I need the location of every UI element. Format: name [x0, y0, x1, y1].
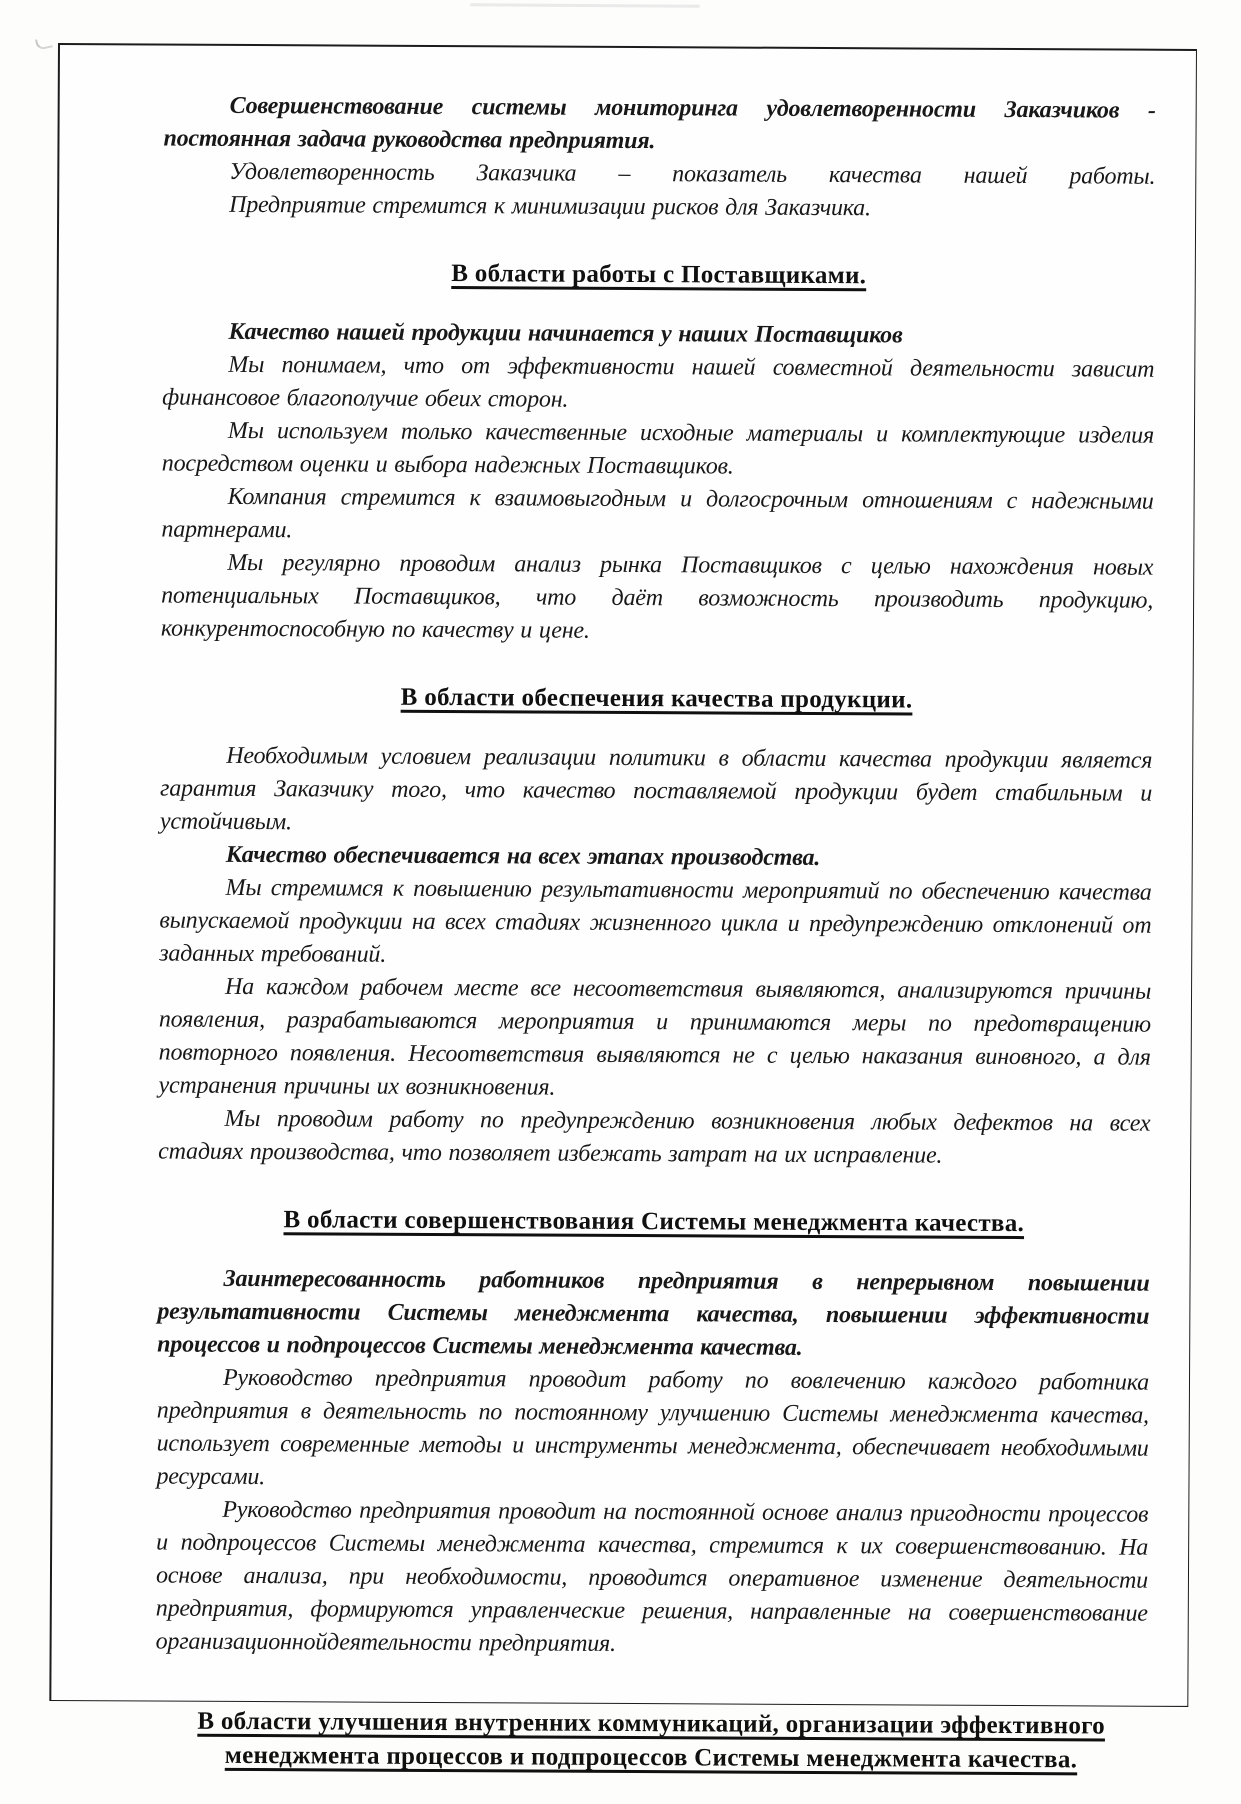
section-heading: В области совершенствования Системы менеджмента качества. [283, 1206, 1025, 1238]
body-paragraph: Руководство предприятия проводит на постоянной основе анализ пригодности процессов и подпроцессов Системы менеджмента качества, стремится к их совершенствованию. На основе анализа, при необходимости, проводится оперативное изменение деятельности предприятия, формируются управленческие решения, направленные на совершенствование организационнойдеятельности предприятия. [155, 1496, 1149, 1657]
body-paragraph: Мы понимаем, что от эффективности нашей совместной деятельности зависит финансовое благополучие обеих сторон. [162, 351, 1155, 413]
body-paragraph: Предприятие стремится к минимизации рисков для Заказчика. [229, 191, 871, 222]
body-paragraph: Качество обеспечивается на всех этапах производства. [225, 841, 821, 872]
document-body [155, 90, 1156, 1804]
body-paragraph: Заинтересованность работников предприятия в непрерывном повышении результативности Системы менеджмента качества, повышении эффективности процессов и подпроцессов Системы менеджмента качества. [157, 1265, 1150, 1361]
section-heading: В области улучшения внутренних коммуникаций, организации эффективного менеджмента процессов и подпроцессов Системы менеджмента качества. [197, 1707, 1106, 1774]
body-paragraph: Мы стремимся к повышению результативности мероприятий по обеспечению качества выпускаемой продукции на всех стадиях жизненного цикла и предупреждению отклонений от заданных требований. [159, 874, 1152, 968]
body-paragraph: На каждом рабочем месте все несоответствия выявляются, анализируются причины появления, разрабатываются мероприятия и принимаются меры по предотвращению повторного появления. Несоответствия выявляются не с целью наказания виновного, а для устранения причины их возникновения. [158, 973, 1152, 1101]
body-paragraph: Мы проводим работу по предупреждению возникновения любых дефектов на всех стадиях производства, что позволяет избежать затрат на их исправление. [158, 1105, 1151, 1169]
body-paragraph: Качество нашей продукции начинается у наших Поставщиков [228, 318, 903, 349]
scan-artifact [35, 36, 53, 50]
body-paragraph: Мы используем только качественные исходные материалы и комплектующие изделия посредством оценки и выбора надежных Поставщиков. [161, 417, 1155, 480]
body-paragraph: Удовлетворенность Заказчика – показатель качества нашей работы. [229, 158, 1156, 190]
page-frame [49, 43, 1197, 1774]
body-paragraph: Мы регулярно проводим анализ рынка Поставщиков с целью нахождения новых потенциальных Поставщиков, что даёт возможность производить продукцию, конкурентоспособную по качеству и цене. [160, 549, 1154, 644]
section-heading: В области обеспечения качества продукции. [400, 683, 913, 714]
body-paragraph: Руководство предприятия проводит работу по вовлечению каждого работника предприятия в деятельность по постоянному улучшению Системы менеджмента качества, использует современные методы и инструменты менеджмента, обеспечивает необходимыми ресурсами. [156, 1364, 1150, 1491]
body-paragraph: Совершенствование системы мониторинга удовлетворенности Заказчиков - постоянная задача руководства предприятия. [163, 92, 1156, 155]
body-paragraph: Необходимым условием реализации политики в области качества продукции является гарантия Заказчику того, что качество поставляемой продукции будет стабильным и устойчивым. [159, 742, 1153, 836]
body-paragraph: Компания стремится к взаимовыгодным и долгосрочным отношениям с надежными партнерами. [161, 483, 1154, 544]
section-heading: В области работы с Поставщиками. [451, 260, 867, 290]
scan-artifact [470, 3, 700, 8]
